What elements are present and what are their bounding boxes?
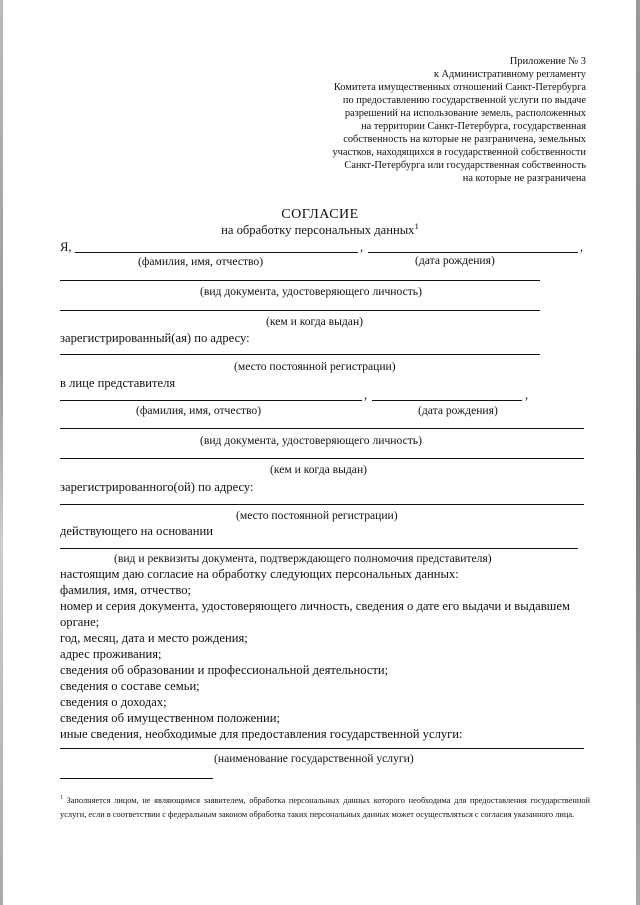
consent-item: сведения о составе семьи; xyxy=(60,679,200,693)
consent-item: сведения об образовании и профессиональной деятельности; xyxy=(60,663,389,677)
appendix-line: Комитета имущественных отношений Санкт-Петербурга xyxy=(333,82,586,93)
fio-caption: (фамилия, имя, отчество) xyxy=(138,255,264,268)
representative-label: в лице представителя xyxy=(60,376,176,390)
consent-item: фамилия, имя, отчество; xyxy=(60,583,191,597)
consent-item: год, месяц, дата и место рождения; xyxy=(60,631,248,645)
authority-caption: (вид и реквизиты документа, подтверждающего полномочия представителя) xyxy=(114,552,492,565)
comma: , xyxy=(360,240,364,254)
residence-caption: (место постоянной регистрации) xyxy=(234,360,396,373)
rep-residence-caption: (место постоянной регистрации) xyxy=(236,509,398,522)
dob-field[interactable] xyxy=(368,252,578,253)
footnote xyxy=(60,794,590,822)
registered-label: зарегистрированный(ая) по адресу: xyxy=(60,331,250,345)
rep-dob-caption: (дата рождения) xyxy=(418,404,498,417)
comma: , xyxy=(525,388,529,402)
appendix-line: на которые не разграничена xyxy=(462,173,586,184)
authority-document-field[interactable] xyxy=(60,548,578,549)
appendix-line: к Административному регламенту xyxy=(433,69,586,80)
appendix-line: собственность на которые не разграничена, земельных xyxy=(343,134,586,145)
rep-issued-field[interactable] xyxy=(60,458,584,459)
consent-item: сведения о доходах; xyxy=(60,695,167,709)
consent-item: адрес проживания; xyxy=(60,647,162,661)
id-document-caption: (вид документа, удостоверяющего личность) xyxy=(200,285,422,298)
document-title: СОГЛАСИЕ xyxy=(281,207,359,222)
subtitle-text: на обработку персональных данных xyxy=(221,223,415,237)
footnote-separator xyxy=(60,778,213,779)
scan-edge-left xyxy=(0,0,3,905)
fio-field[interactable] xyxy=(75,252,358,253)
service-name-field[interactable] xyxy=(60,748,584,749)
issued-field[interactable] xyxy=(60,310,540,311)
rep-registered-label: зарегистрированного(ой) по адресу: xyxy=(60,480,254,494)
appendix-line: разрешений на использование земель, расположенных xyxy=(344,108,586,119)
rep-residence-field[interactable] xyxy=(60,504,584,505)
acting-label: действующего на основании xyxy=(60,524,213,538)
appendix-line: на территории Санкт-Петербурга, государственная xyxy=(361,121,586,132)
dob-caption: (дата рождения) xyxy=(415,254,495,267)
appendix-line: по предоставлению государственной услуги по выдаче xyxy=(342,95,586,106)
consent-item: номер и серия документа, удостоверяющего личность, сведения о дате его выдачи и выдавшем xyxy=(60,599,570,613)
footnote-text: Заполняется лицом, не являющимся заявителем, обработка персональных данных которого необходима для предоставления государственной услуги, если в соответствии с федеральным законом обработка таких персональных данных может осуществляться с согласия указанного лица. xyxy=(60,796,591,819)
consent-item: сведения об имущественном положении; xyxy=(60,711,280,725)
rep-dob-field[interactable] xyxy=(372,400,522,401)
footnote-mark: 1 xyxy=(60,795,63,802)
consent-item: органе; xyxy=(60,615,100,629)
rep-id-document-field[interactable] xyxy=(60,428,584,429)
id-document-field[interactable] xyxy=(60,280,540,281)
rep-fio-caption: (фамилия, имя, отчество) xyxy=(136,404,262,417)
comma: , xyxy=(580,240,584,254)
rep-fio-field[interactable] xyxy=(60,400,362,401)
appendix-line: Санкт-Петербурга или государственная собственность xyxy=(344,160,586,171)
consent-intro: настоящим даю согласие на обработку следующих персональных данных: xyxy=(60,567,459,581)
appendix-line: участков, находящихся в государственной собственности xyxy=(332,147,586,158)
document-subtitle xyxy=(0,220,640,238)
appendix-line: Приложение № 3 xyxy=(509,56,586,67)
issued-caption: (кем и когда выдан) xyxy=(266,315,364,328)
service-caption: (наименование государственной услуги) xyxy=(214,752,414,765)
comma: , xyxy=(364,388,368,402)
footnote-ref: 1 xyxy=(414,220,419,231)
consent-item: иные сведения, необходимые для предоставления государственной услуги: xyxy=(60,727,463,741)
rep-id-document-caption: (вид документа, удостоверяющего личность) xyxy=(200,434,422,447)
scan-edge-right xyxy=(636,0,640,905)
i-label: Я, xyxy=(60,240,72,254)
rep-issued-caption: (кем и когда выдан) xyxy=(270,463,368,476)
residence-field[interactable] xyxy=(60,354,540,355)
